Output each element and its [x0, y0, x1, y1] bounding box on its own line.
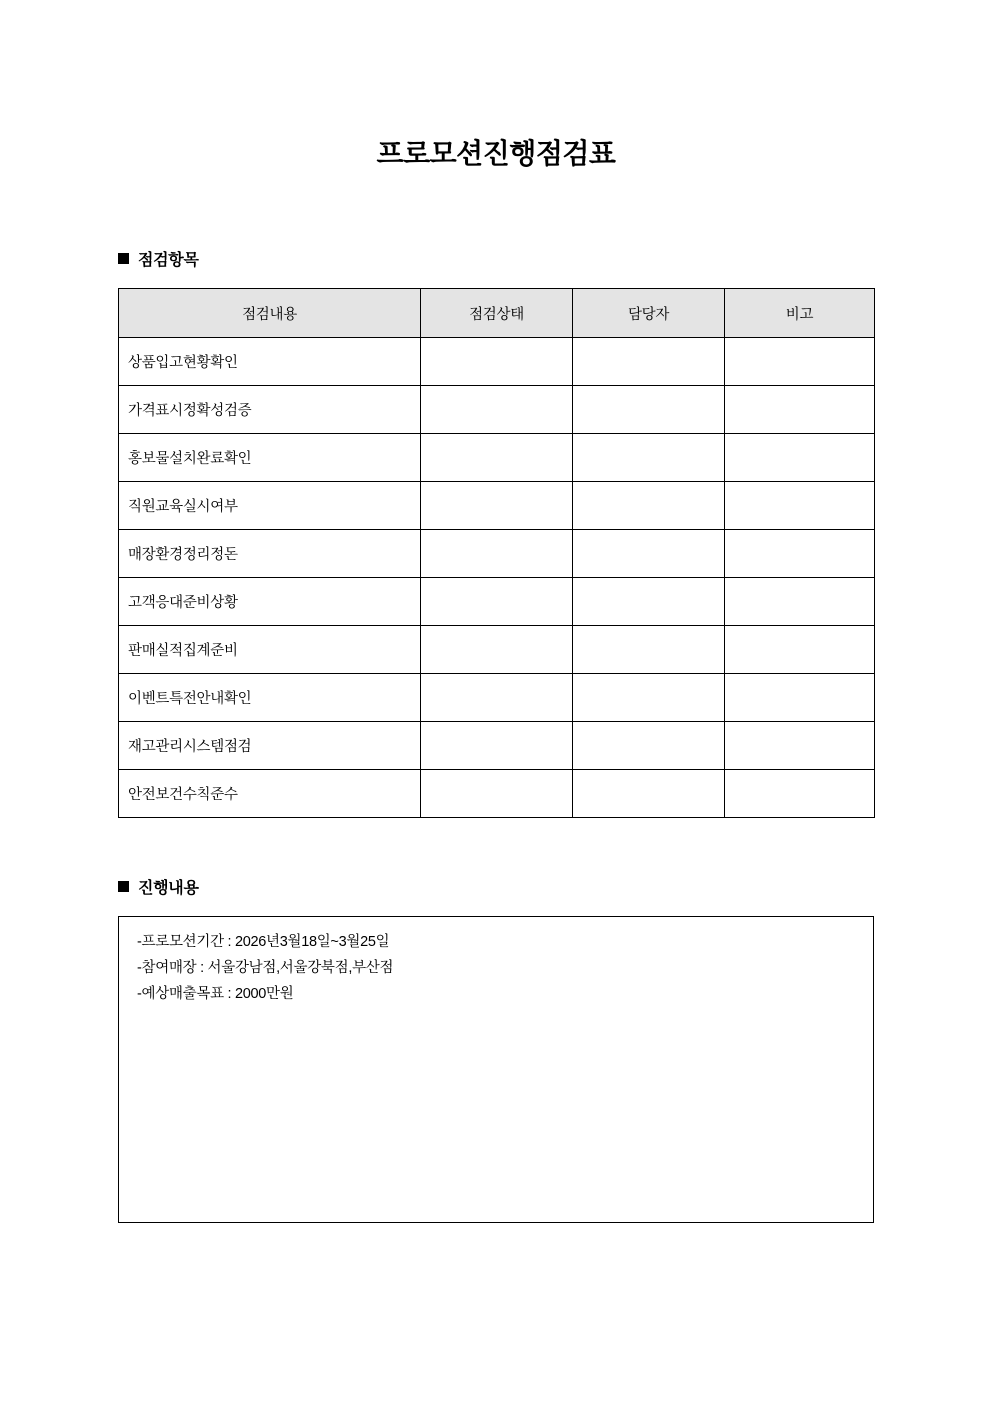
checklist-owner-cell[interactable]: [573, 386, 725, 434]
checklist-owner-cell[interactable]: [573, 578, 725, 626]
page-title: 프로모션진행점검표: [376, 138, 616, 169]
checklist-note-cell[interactable]: [725, 434, 875, 482]
table-row: [119, 770, 875, 818]
table-row: [119, 722, 875, 770]
checklist-status-cell[interactable]: [421, 386, 573, 434]
section-heading-checklist-label: 점검항목: [138, 252, 199, 269]
table-row: [119, 482, 875, 530]
progress-content-line: -참여매장 : 서울강남점,서울강북점,부산점: [137, 960, 394, 976]
checklist-owner-cell[interactable]: [573, 434, 725, 482]
checklist-note-cell[interactable]: [725, 338, 875, 386]
checklist-status-cell[interactable]: [421, 338, 573, 386]
square-bullet-icon: [118, 881, 129, 892]
checklist-item-label: 매장환경정리정돈: [119, 530, 421, 578]
section-heading-checklist: [118, 250, 199, 272]
checklist-item-label: 직원교육실시여부: [119, 482, 421, 530]
checklist-status-cell[interactable]: [421, 674, 573, 722]
checklist-note-cell[interactable]: [725, 578, 875, 626]
checklist-note-cell[interactable]: [725, 674, 875, 722]
checklist-status-cell[interactable]: [421, 626, 573, 674]
progress-content-line: -예상매출목표 : 2000만원: [137, 986, 294, 1002]
checklist-item-label: 가격표시정확성검증: [119, 386, 421, 434]
checklist-owner-cell[interactable]: [573, 626, 725, 674]
checklist-status-cell[interactable]: [421, 482, 573, 530]
section-heading-progress-label: 진행내용: [138, 880, 199, 897]
checklist-status-cell[interactable]: [421, 578, 573, 626]
checklist-table-header: [119, 289, 875, 338]
checklist-status-cell[interactable]: [421, 530, 573, 578]
checklist-owner-cell[interactable]: [573, 674, 725, 722]
checklist-note-cell[interactable]: [725, 770, 875, 818]
column-header-content: 점검내용: [119, 289, 421, 338]
checklist-note-cell[interactable]: [725, 722, 875, 770]
checklist-item-label: 안전보건수칙준수: [119, 770, 421, 818]
table-row: [119, 434, 875, 482]
checklist-table: [118, 288, 875, 818]
checklist-owner-cell[interactable]: [573, 770, 725, 818]
progress-content-line: -프로모션기간 : 2026년3월18일~3월25일: [137, 934, 390, 950]
checklist-owner-cell[interactable]: [573, 722, 725, 770]
table-header-row: [119, 289, 875, 338]
checklist-owner-cell[interactable]: [573, 530, 725, 578]
table-row: [119, 338, 875, 386]
column-header-owner: 담당자: [573, 289, 725, 338]
checklist-item-label: 홍보물설치완료확인: [119, 434, 421, 482]
table-row: [119, 530, 875, 578]
checklist-note-cell[interactable]: [725, 530, 875, 578]
checklist-status-cell[interactable]: [421, 722, 573, 770]
checklist-note-cell[interactable]: [725, 482, 875, 530]
checklist-item-label: 판매실적집계준비: [119, 626, 421, 674]
checklist-item-label: 고객응대준비상황: [119, 578, 421, 626]
checklist-owner-cell[interactable]: [573, 482, 725, 530]
table-row: [119, 674, 875, 722]
square-bullet-icon: [118, 253, 129, 264]
table-row: [119, 386, 875, 434]
section-heading-progress: [118, 878, 199, 900]
checklist-item-label: 재고관리시스템점검: [119, 722, 421, 770]
checklist-item-label: 상품입고현황확인: [119, 338, 421, 386]
checklist-status-cell[interactable]: [421, 770, 573, 818]
column-header-status: 점검상태: [421, 289, 573, 338]
checklist-status-cell[interactable]: [421, 434, 573, 482]
checklist-owner-cell[interactable]: [573, 338, 725, 386]
column-header-note: 비고: [725, 289, 875, 338]
table-row: [119, 578, 875, 626]
checklist-note-cell[interactable]: [725, 626, 875, 674]
checklist-item-label: 이벤트특전안내확인: [119, 674, 421, 722]
checklist-table-body: [119, 338, 875, 818]
progress-content-box[interactable]: [118, 916, 874, 1223]
table-row: [119, 626, 875, 674]
checklist-note-cell[interactable]: [725, 386, 875, 434]
